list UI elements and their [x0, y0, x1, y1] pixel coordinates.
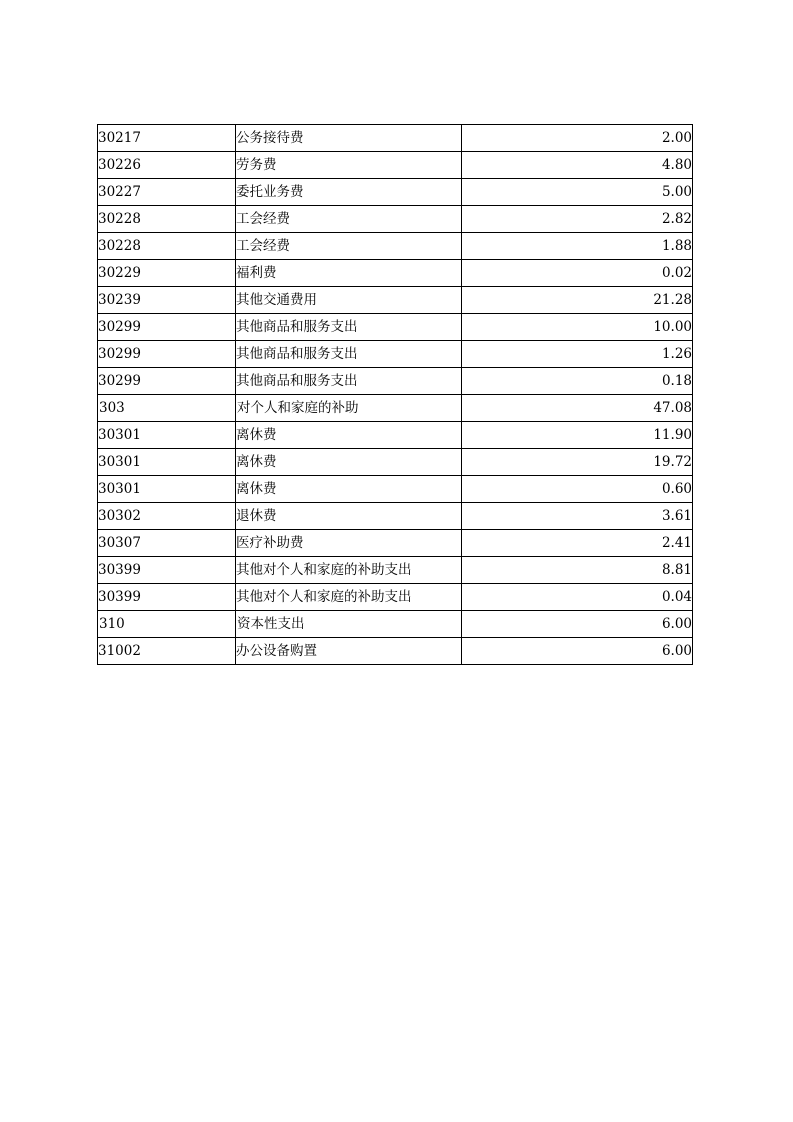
subject-name-cell: 退休费 [236, 503, 462, 530]
subject-name-cell: 其他商品和服务支出 [236, 341, 462, 368]
subject-name-cell: 离休费 [236, 476, 462, 503]
table-row [98, 422, 693, 449]
subject-code-cell: 30301 [98, 476, 236, 503]
subject-name-cell: 资本性支出 [236, 611, 462, 638]
amount-cell: 0.60 [462, 476, 693, 503]
subject-code-cell: 30228 [98, 206, 236, 233]
amount-cell: 3.61 [462, 503, 693, 530]
subject-code-cell: 30228 [98, 233, 236, 260]
table-row [98, 287, 693, 314]
subject-code-cell: 30307 [98, 530, 236, 557]
table-row [98, 368, 693, 395]
table-row [98, 152, 693, 179]
amount-cell: 21.28 [462, 287, 693, 314]
amount-cell: 0.18 [462, 368, 693, 395]
subject-name-cell: 公务接待费 [236, 125, 462, 152]
amount-cell: 19.72 [462, 449, 693, 476]
table-row [98, 476, 693, 503]
table-row [98, 125, 693, 152]
table-row [98, 530, 693, 557]
subject-name-cell: 其他商品和服务支出 [236, 314, 462, 341]
table-row [98, 611, 693, 638]
subject-code-cell: 310 [98, 611, 236, 638]
subject-name-cell: 其他交通费用 [236, 287, 462, 314]
subject-code-cell: 30226 [98, 152, 236, 179]
subject-name-cell: 委托业务费 [236, 179, 462, 206]
table-row [98, 503, 693, 530]
subject-code-cell: 30399 [98, 557, 236, 584]
amount-cell: 4.80 [462, 152, 693, 179]
table-row [98, 233, 693, 260]
table-row [98, 260, 693, 287]
table-row [98, 449, 693, 476]
amount-cell: 8.81 [462, 557, 693, 584]
amount-cell: 0.04 [462, 584, 693, 611]
subject-name-cell: 其他对个人和家庭的补助支出 [236, 584, 462, 611]
subject-name-cell: 劳务费 [236, 152, 462, 179]
subject-name-cell: 其他对个人和家庭的补助支出 [236, 557, 462, 584]
table-row [98, 179, 693, 206]
subject-name-cell: 工会经费 [236, 233, 462, 260]
subject-name-cell: 离休费 [236, 422, 462, 449]
amount-cell: 47.08 [462, 395, 693, 422]
subject-code-cell: 30301 [98, 422, 236, 449]
subject-code-cell: 30239 [98, 287, 236, 314]
subject-code-cell: 30299 [98, 341, 236, 368]
subject-code-cell: 31002 [98, 638, 236, 665]
budget-table-body [98, 125, 693, 665]
amount-cell: 2.00 [462, 125, 693, 152]
subject-name-cell: 医疗补助费 [236, 530, 462, 557]
amount-cell: 6.00 [462, 638, 693, 665]
table-row [98, 584, 693, 611]
table-row [98, 341, 693, 368]
subject-code-cell: 30229 [98, 260, 236, 287]
subject-name-cell: 对个人和家庭的补助 [236, 395, 462, 422]
subject-code-cell: 30399 [98, 584, 236, 611]
subject-code-cell: 30227 [98, 179, 236, 206]
table-row [98, 557, 693, 584]
amount-cell: 10.00 [462, 314, 693, 341]
table-row [98, 206, 693, 233]
amount-cell: 5.00 [462, 179, 693, 206]
amount-cell: 2.82 [462, 206, 693, 233]
table-row [98, 395, 693, 422]
subject-code-cell: 30217 [98, 125, 236, 152]
amount-cell: 2.41 [462, 530, 693, 557]
subject-name-cell: 工会经费 [236, 206, 462, 233]
amount-cell: 11.90 [462, 422, 693, 449]
amount-cell: 6.00 [462, 611, 693, 638]
subject-code-cell: 303 [98, 395, 236, 422]
subject-name-cell: 办公设备购置 [236, 638, 462, 665]
table-row [98, 314, 693, 341]
subject-name-cell: 离休费 [236, 449, 462, 476]
subject-code-cell: 30301 [98, 449, 236, 476]
subject-code-cell: 30299 [98, 368, 236, 395]
amount-cell: 1.88 [462, 233, 693, 260]
subject-code-cell: 30299 [98, 314, 236, 341]
subject-name-cell: 其他商品和服务支出 [236, 368, 462, 395]
amount-cell: 1.26 [462, 341, 693, 368]
amount-cell: 0.02 [462, 260, 693, 287]
table-row [98, 638, 693, 665]
subject-code-cell: 30302 [98, 503, 236, 530]
subject-name-cell: 福利费 [236, 260, 462, 287]
budget-table [97, 124, 693, 665]
